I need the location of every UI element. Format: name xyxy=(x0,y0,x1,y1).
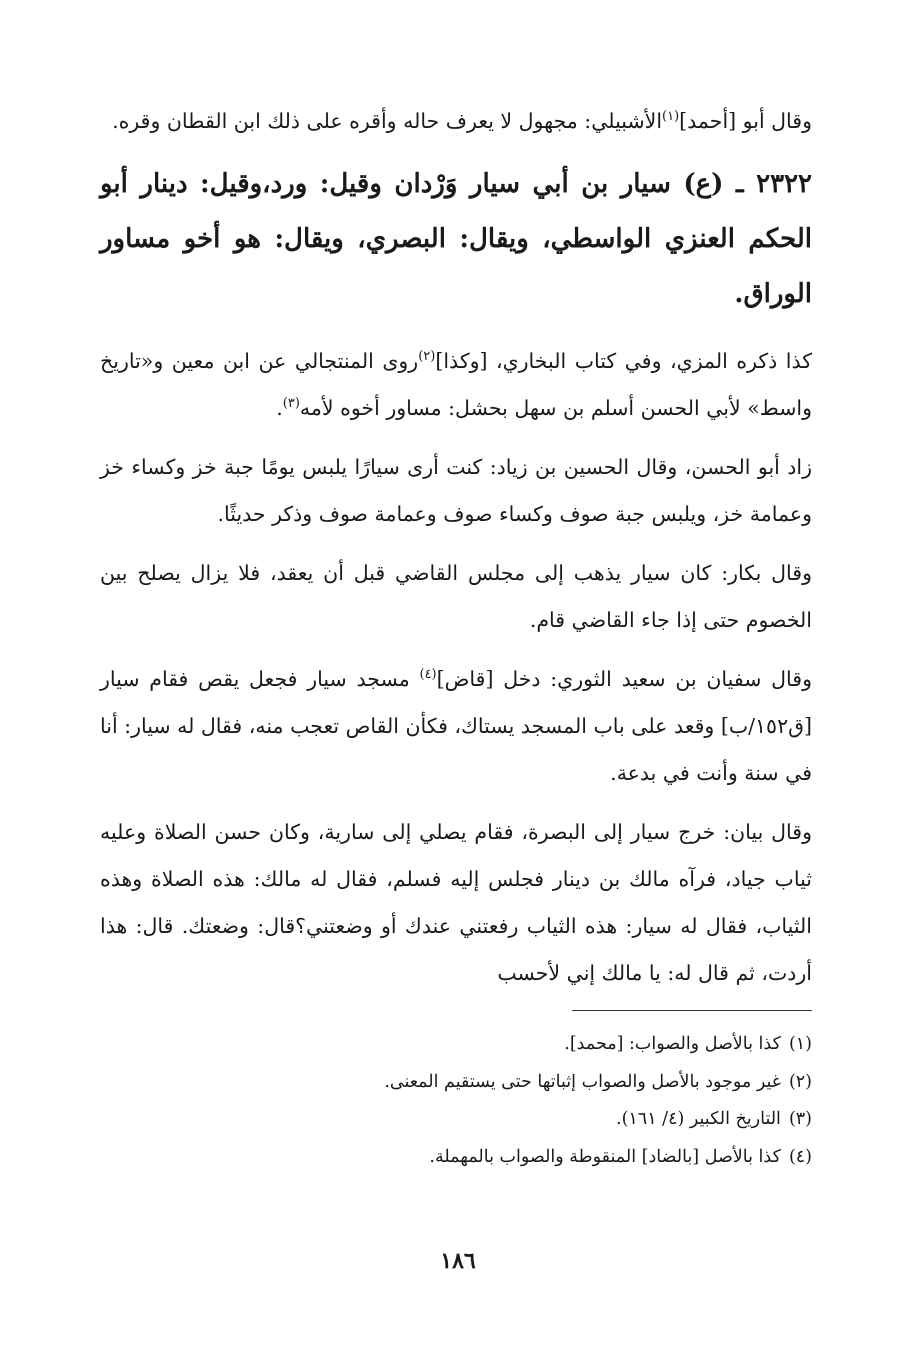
paragraph xyxy=(100,809,812,997)
footnote-number: (١) xyxy=(788,1034,812,1054)
footnote-ref: (٤) xyxy=(419,667,437,683)
footnote-text: غير موجود بالأصل والصواب إثباتها حتى يستقيم المعنى. xyxy=(384,1071,781,1092)
paragraph xyxy=(100,444,812,538)
text-run: مسجد سيار فجعل يقص فقام سيار [ق١٥٢/ب] وقعد على باب المسجد يستاك، فكأن القاص تعجب منه، فقال له سيار: أنا في سنة وأنت في بدعة. xyxy=(100,667,812,785)
main-text xyxy=(100,98,812,1009)
text-run: وقال بكار: كان سيار يذهب إلى مجلس القاضي قبل أن يعقد، فلا يزال يصلح بين الخصوم حتى إذا جاء القاضي قام. xyxy=(100,561,812,632)
footnote-text: التاريخ الكبير (٤/ ١٦١). xyxy=(616,1109,781,1129)
footnote-number: (٤) xyxy=(788,1146,812,1167)
text-run: زاد أبو الحسن، وقال الحسين بن زياد: كنت أرى سيارًا يلبس يومًا جبة خز وكساء خز وعمامة خز، ويلبس جبة صوف وكساء صوف وعمامة صوف وذكر حديثًا. xyxy=(100,455,812,526)
footnote-number: (٣) xyxy=(788,1109,812,1129)
footnote-text: كذا بالأصل والصواب: [محمد]. xyxy=(564,1034,781,1054)
paragraph xyxy=(100,338,812,432)
text-run: كذا ذكره المزي، وفي كتاب البخاري، [وكذا] xyxy=(435,349,813,373)
footnote-ref: (٣) xyxy=(282,396,300,412)
text-run: وقال بيان: خرج سيار إلى البصرة، فقام يصلي إلى سارية، وكان حسن الصلاة وعليه ثياب جياد، فرآه مالك بن دينار فجلس إليه فسلم، فقال له مالك: هذه الصلاة وهذه الثياب، فقال له سيار: هذه الثياب رفعتني عندك أو وضعتني؟قال: وضعتك. قال: هذا أردت، ثم قال له: يا مالك إني لأحسب xyxy=(100,820,812,985)
footnote xyxy=(100,1139,812,1177)
text-run: . xyxy=(276,396,283,420)
text-run: الأشبيلي: مجهول لا يعرف حاله وأقره على ذلك ابن القطان وقره. xyxy=(112,109,663,133)
text-run: ٢٣٢٢ ـ (ع) سيار بن أبي سيار وَرْدان وقيل: ورد،وقيل: دينار أبو الحكم العنزي الواسطي، ويقال: البصري، ويقال: هو أخو مساور الوراق. xyxy=(100,169,812,309)
footnote xyxy=(100,1026,812,1064)
paragraph xyxy=(100,656,812,797)
footnote-number: (٢) xyxy=(788,1071,812,1092)
paragraph xyxy=(100,550,812,644)
footnotes xyxy=(100,1026,812,1176)
text-run: وقال أبو [أحمد] xyxy=(679,109,812,133)
paragraph xyxy=(100,98,812,145)
page-number: ١٨٦ xyxy=(440,1248,476,1274)
text-run: وقال سفيان بن سعيد الثوري: دخل [قاض] xyxy=(436,667,812,691)
footnote xyxy=(100,1101,812,1139)
entry-heading xyxy=(100,157,812,322)
footnote xyxy=(100,1064,812,1102)
footnote-text: كذا بالأصل [بالضاد] المنقوطة والصواب بالمهملة. xyxy=(429,1146,781,1167)
text-run: روى المنتجالي عن ابن معين و«تاريخ واسط» لأبي الحسن أسلم بن سهل بحشل: مساور أخوه لأمه xyxy=(100,349,812,420)
footnote-separator xyxy=(572,1010,812,1011)
footnote-ref: (٢) xyxy=(418,349,436,365)
footnote-ref: (١) xyxy=(662,109,680,125)
